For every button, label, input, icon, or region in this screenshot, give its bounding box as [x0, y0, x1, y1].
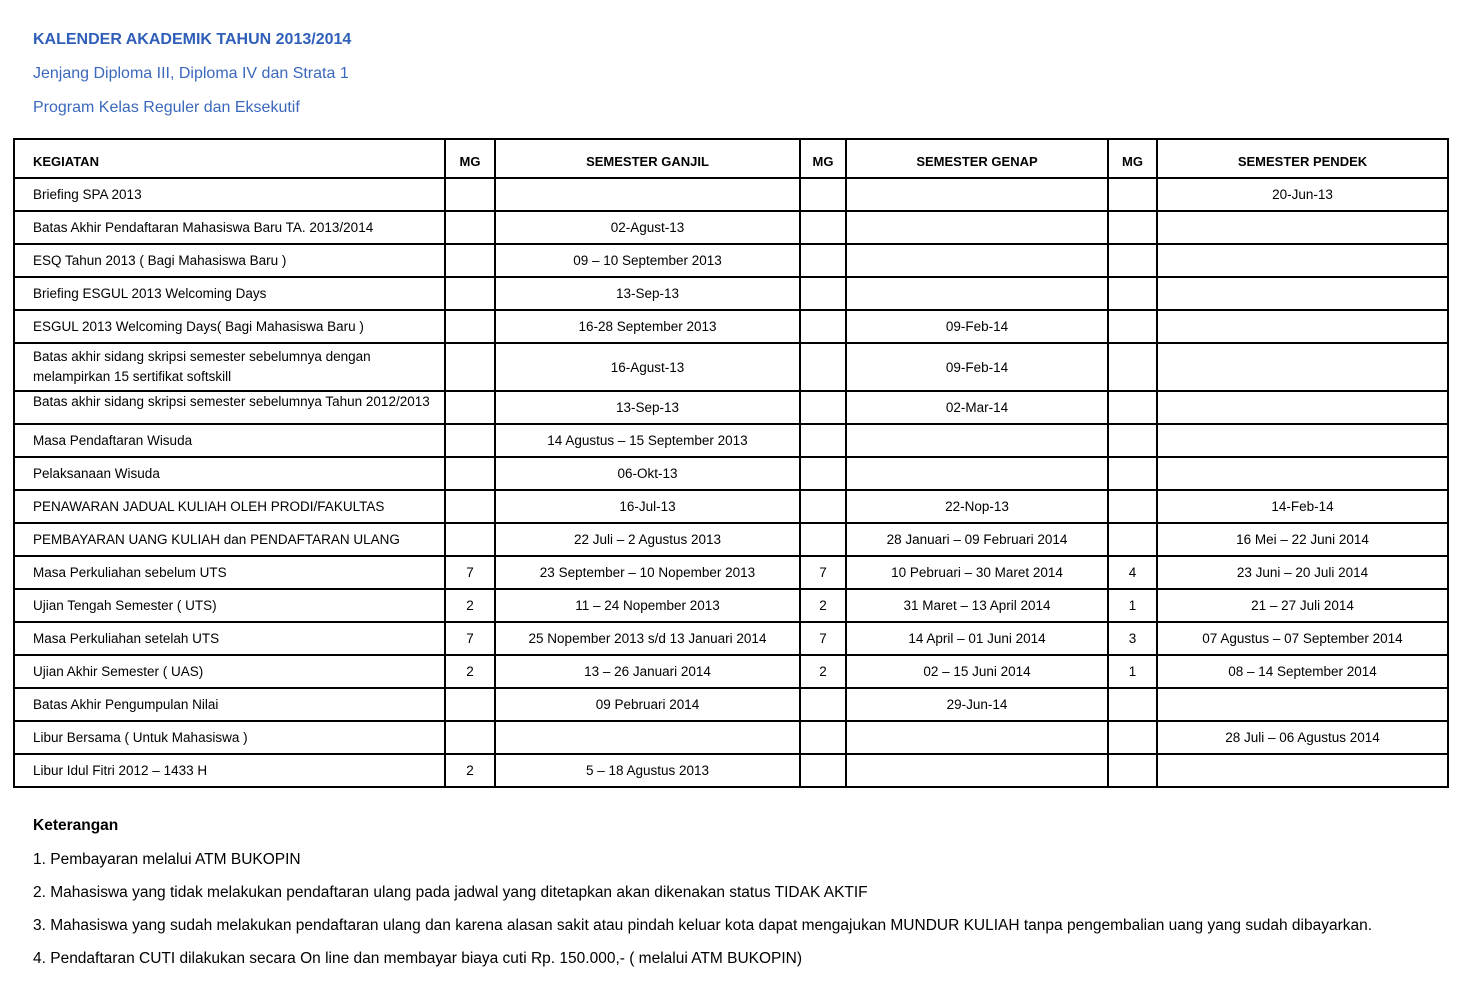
- cell-mg-genap: [800, 523, 846, 556]
- note-item: 2. Mahasiswa yang tidak melakukan pendaftaran ulang pada jadwal yang ditetapkan akan dikenakan status TIDAK AKTIF: [33, 884, 868, 901]
- table-row: [14, 424, 1448, 457]
- table-header-row: [14, 139, 1448, 178]
- cell-semester-genap: 22-Nop-13: [846, 490, 1108, 523]
- cell-mg-ganjil: 2: [445, 655, 495, 688]
- cell-mg-ganjil: 7: [445, 556, 495, 589]
- cell-semester-pendek: [1157, 391, 1448, 424]
- cell-mg-pendek: [1108, 391, 1157, 424]
- cell-semester-ganjil: 22 Juli – 2 Agustus 2013: [495, 523, 800, 556]
- document-header: [33, 30, 351, 132]
- cell-semester-genap: 02 – 15 Juni 2014: [846, 655, 1108, 688]
- table-row: [14, 343, 1448, 391]
- cell-mg-genap: [800, 310, 846, 343]
- column-header-mg-genap: MG: [800, 139, 846, 178]
- cell-mg-pendek: [1108, 688, 1157, 721]
- cell-semester-genap: [846, 721, 1108, 754]
- cell-kegiatan: Masa Perkuliahan setelah UTS: [14, 622, 445, 655]
- cell-mg-ganjil: [445, 277, 495, 310]
- document-subtitle-program: Program Kelas Reguler dan Eksekutif: [33, 99, 300, 116]
- cell-semester-pendek: [1157, 754, 1448, 787]
- cell-mg-ganjil: [445, 211, 495, 244]
- cell-kegiatan: Libur Idul Fitri 2012 – 1433 H: [14, 754, 445, 787]
- cell-mg-ganjil: [445, 391, 495, 424]
- table-row: [14, 490, 1448, 523]
- table-row: [14, 310, 1448, 343]
- cell-semester-genap: [846, 244, 1108, 277]
- column-header-semester-pendek: SEMESTER PENDEK: [1157, 139, 1448, 178]
- cell-kegiatan: Batas akhir sidang skripsi semester sebelumnya dengan melampirkan 15 sertifikat softskill: [14, 343, 445, 391]
- cell-mg-genap: [800, 244, 846, 277]
- cell-semester-genap: 14 April – 01 Juni 2014: [846, 622, 1108, 655]
- cell-mg-pendek: 3: [1108, 622, 1157, 655]
- cell-kegiatan: Ujian Akhir Semester ( UAS): [14, 655, 445, 688]
- cell-mg-genap: [800, 424, 846, 457]
- cell-mg-pendek: [1108, 721, 1157, 754]
- cell-kegiatan: ESQ Tahun 2013 ( Bagi Mahasiswa Baru ): [14, 244, 445, 277]
- cell-kegiatan: PENAWARAN JADUAL KULIAH OLEH PRODI/FAKULTAS: [14, 490, 445, 523]
- cell-semester-ganjil: 23 September – 10 Nopember 2013: [495, 556, 800, 589]
- cell-mg-ganjil: 7: [445, 622, 495, 655]
- cell-kegiatan: Batas Akhir Pengumpulan Nilai: [14, 688, 445, 721]
- cell-semester-ganjil: 13 – 26 Januari 2014: [495, 655, 800, 688]
- column-header-mg-ganjil: MG: [445, 139, 495, 178]
- cell-kegiatan: Masa Perkuliahan sebelum UTS: [14, 556, 445, 589]
- cell-semester-pendek: 23 Juni – 20 Juli 2014: [1157, 556, 1448, 589]
- cell-kegiatan: Masa Pendaftaran Wisuda: [14, 424, 445, 457]
- table-row: [14, 589, 1448, 622]
- cell-semester-ganjil: 25 Nopember 2013 s/d 13 Januari 2014: [495, 622, 800, 655]
- cell-semester-pendek: [1157, 688, 1448, 721]
- cell-semester-pendek: [1157, 343, 1448, 391]
- cell-mg-genap: [800, 490, 846, 523]
- table-row: [14, 721, 1448, 754]
- cell-semester-genap: [846, 754, 1108, 787]
- cell-semester-pendek: [1157, 211, 1448, 244]
- cell-mg-ganjil: [445, 244, 495, 277]
- cell-mg-pendek: [1108, 211, 1157, 244]
- cell-mg-genap: [800, 211, 846, 244]
- cell-semester-genap: [846, 277, 1108, 310]
- cell-mg-genap: 7: [800, 556, 846, 589]
- table-row: [14, 754, 1448, 787]
- cell-mg-ganjil: 2: [445, 754, 495, 787]
- cell-mg-ganjil: [445, 688, 495, 721]
- cell-mg-ganjil: [445, 523, 495, 556]
- cell-mg-pendek: 4: [1108, 556, 1157, 589]
- table-row: [14, 244, 1448, 277]
- cell-mg-pendek: 1: [1108, 655, 1157, 688]
- column-header-mg-pendek: MG: [1108, 139, 1157, 178]
- cell-kegiatan: Ujian Tengah Semester ( UTS): [14, 589, 445, 622]
- cell-mg-pendek: [1108, 244, 1157, 277]
- cell-mg-ganjil: [445, 721, 495, 754]
- cell-kegiatan: PEMBAYARAN UANG KULIAH dan PENDAFTARAN ULANG: [14, 523, 445, 556]
- table-row: [14, 655, 1448, 688]
- cell-semester-pendek: 28 Juli – 06 Agustus 2014: [1157, 721, 1448, 754]
- cell-mg-genap: [800, 688, 846, 721]
- table-row: [14, 523, 1448, 556]
- cell-semester-pendek: 07 Agustus – 07 September 2014: [1157, 622, 1448, 655]
- cell-mg-ganjil: [445, 178, 495, 211]
- cell-semester-genap: [846, 178, 1108, 211]
- cell-semester-ganjil: 16-28 September 2013: [495, 310, 800, 343]
- note-item: 3. Mahasiswa yang sudah melakukan pendaftaran ulang dan karena alasan sakit atau pindah keluar kota dapat mengajukan MUNDUR KULIAH tanpa pengembalian uang yang sudah dibayarkan.: [33, 917, 1373, 934]
- cell-semester-ganjil: 13-Sep-13: [495, 277, 800, 310]
- cell-semester-pendek: [1157, 244, 1448, 277]
- cell-semester-pendek: 08 – 14 September 2014: [1157, 655, 1448, 688]
- cell-semester-pendek: 16 Mei – 22 Juni 2014: [1157, 523, 1448, 556]
- cell-kegiatan: Libur Bersama ( Untuk Mahasiswa ): [14, 721, 445, 754]
- cell-semester-genap: 31 Maret – 13 April 2014: [846, 589, 1108, 622]
- cell-kegiatan: ESGUL 2013 Welcoming Days( Bagi Mahasiswa Baru ): [14, 310, 445, 343]
- column-header-semester-genap: SEMESTER GENAP: [846, 139, 1108, 178]
- cell-mg-pendek: [1108, 490, 1157, 523]
- cell-semester-pendek: [1157, 310, 1448, 343]
- cell-semester-pendek: [1157, 457, 1448, 490]
- cell-semester-pendek: 21 – 27 Juli 2014: [1157, 589, 1448, 622]
- cell-semester-genap: 10 Pebruari – 30 Maret 2014: [846, 556, 1108, 589]
- cell-mg-ganjil: [445, 343, 495, 391]
- cell-mg-pendek: [1108, 424, 1157, 457]
- cell-mg-pendek: 1: [1108, 589, 1157, 622]
- cell-semester-ganjil: [495, 721, 800, 754]
- cell-mg-pendek: [1108, 457, 1157, 490]
- cell-mg-genap: [800, 277, 846, 310]
- note-item: 1. Pembayaran melalui ATM BUKOPIN: [33, 851, 301, 868]
- clipped-activity-text: Batas akhir sidang skripsi semester sebelumnya Tahun 2012/2013: [33, 394, 430, 409]
- cell-mg-pendek: [1108, 178, 1157, 211]
- cell-semester-ganjil: 14 Agustus – 15 September 2013: [495, 424, 800, 457]
- notes-title: Keterangan: [33, 817, 119, 834]
- academic-calendar-table: [13, 138, 1449, 788]
- cell-semester-pendek: [1157, 277, 1448, 310]
- cell-mg-genap: [800, 343, 846, 391]
- cell-semester-pendek: 14-Feb-14: [1157, 490, 1448, 523]
- cell-semester-ganjil: 11 – 24 Nopember 2013: [495, 589, 800, 622]
- document-title: KALENDER AKADEMIK TAHUN 2013/2014: [33, 31, 352, 48]
- note-item: 4. Pendaftaran CUTI dilakukan secara On line dan membayar biaya cuti Rp. 150.000,- ( melalui ATM BUKOPIN): [33, 950, 803, 967]
- cell-semester-genap: 09-Feb-14: [846, 343, 1108, 391]
- table-row: [14, 211, 1448, 244]
- notes-section: [33, 815, 1372, 981]
- cell-semester-pendek: [1157, 424, 1448, 457]
- table-row: [14, 622, 1448, 655]
- cell-semester-genap: 02-Mar-14: [846, 391, 1108, 424]
- cell-semester-ganjil: 06-Okt-13: [495, 457, 800, 490]
- cell-semester-ganjil: 16-Agust-13: [495, 343, 800, 391]
- cell-mg-pendek: [1108, 523, 1157, 556]
- table-body: [14, 178, 1448, 787]
- cell-kegiatan: Briefing SPA 2013: [14, 178, 445, 211]
- cell-mg-genap: 7: [800, 622, 846, 655]
- cell-mg-genap: [800, 178, 846, 211]
- column-header-semester-ganjil: SEMESTER GANJIL: [495, 139, 800, 178]
- cell-semester-ganjil: 02-Agust-13: [495, 211, 800, 244]
- cell-kegiatan: Briefing ESGUL 2013 Welcoming Days: [14, 277, 445, 310]
- cell-mg-ganjil: [445, 457, 495, 490]
- cell-mg-pendek: [1108, 310, 1157, 343]
- cell-mg-genap: [800, 457, 846, 490]
- document-subtitle-level: Jenjang Diploma III, Diploma IV dan Strata 1: [33, 65, 349, 82]
- table-row: [14, 688, 1448, 721]
- cell-semester-ganjil: 13-Sep-13: [495, 391, 800, 424]
- cell-kegiatan: Pelaksanaan Wisuda: [14, 457, 445, 490]
- cell-mg-genap: [800, 391, 846, 424]
- cell-mg-genap: 2: [800, 589, 846, 622]
- cell-semester-ganjil: 09 – 10 September 2013: [495, 244, 800, 277]
- cell-mg-ganjil: [445, 424, 495, 457]
- cell-semester-genap: 09-Feb-14: [846, 310, 1108, 343]
- cell-mg-ganjil: [445, 490, 495, 523]
- column-header-kegiatan: KEGIATAN: [14, 139, 445, 178]
- cell-semester-ganjil: 16-Jul-13: [495, 490, 800, 523]
- cell-semester-genap: 28 Januari – 09 Februari 2014: [846, 523, 1108, 556]
- cell-mg-pendek: [1108, 343, 1157, 391]
- cell-kegiatan: Batas Akhir Pendaftaran Mahasiswa Baru TA. 2013/2014: [14, 211, 445, 244]
- cell-semester-ganjil: 5 – 18 Agustus 2013: [495, 754, 800, 787]
- cell-mg-ganjil: [445, 310, 495, 343]
- cell-mg-pendek: [1108, 277, 1157, 310]
- table-row: [14, 178, 1448, 211]
- cell-mg-ganjil: 2: [445, 589, 495, 622]
- cell-semester-ganjil: [495, 178, 800, 211]
- cell-semester-ganjil: 09 Pebruari 2014: [495, 688, 800, 721]
- table-row: [14, 391, 1448, 424]
- cell-semester-genap: [846, 457, 1108, 490]
- cell-semester-genap: [846, 211, 1108, 244]
- cell-mg-pendek: [1108, 754, 1157, 787]
- table-row: [14, 556, 1448, 589]
- cell-mg-genap: [800, 754, 846, 787]
- table-row: [14, 457, 1448, 490]
- cell-mg-genap: 2: [800, 655, 846, 688]
- cell-semester-genap: [846, 424, 1108, 457]
- cell-semester-genap: 29-Jun-14: [846, 688, 1108, 721]
- cell-kegiatan: [14, 391, 445, 424]
- table-row: [14, 277, 1448, 310]
- cell-mg-genap: [800, 721, 846, 754]
- cell-semester-pendek: 20-Jun-13: [1157, 178, 1448, 211]
